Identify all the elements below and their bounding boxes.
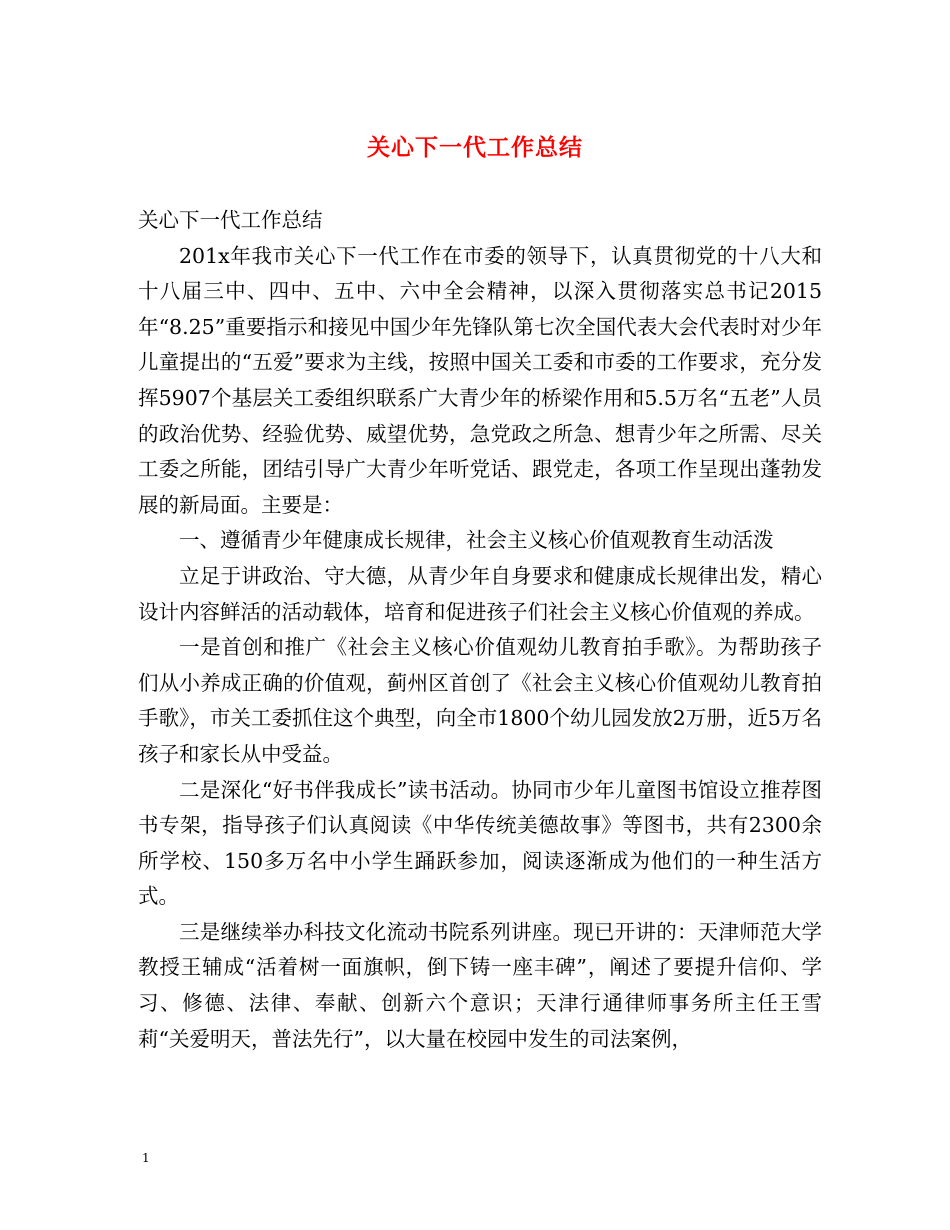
paragraph-item-three: 三是继续举办科技文化流动书院系列讲座。现已开讲的：天津师范大学教授王辅成“活着树一面旗帜，倒下铸一座丰碑”，阐述了要提升信仰、学习、修德、法律、奉献、创新六个意识；天津行通律师事务所主任王雪莉“关爱明天，普法先行”，以大量在校园中发生的司法案例， <box>138 919 822 1051</box>
section-heading-one: 一、遵循青少年健康成长规律，社会主义核心价值观教育生动活泼 <box>179 528 774 553</box>
paragraph-section-one: 立足于讲政治、守大德，从青少年自身要求和健康成长规律出发，精心设计内容鲜活的活动载体，培育和促进孩子们社会主义核心价值观的养成。 <box>138 563 822 624</box>
paragraph-heading: 关心下一代工作总结 <box>138 208 323 232</box>
page-number: 1 <box>142 1151 150 1165</box>
paragraph-item-one: 一是首创和推广《社会主义核心价值观幼儿教育拍手歌》。为帮助孩子们从小养成正确的价值观，蓟州区首创了《社会主义核心价值观幼儿教育拍手歌》，市关工委抓住这个典型，向全市1800个幼儿园发放2万册，近5万名孩子和家长从中受益。 <box>138 635 822 766</box>
document-title: 关心下一代工作总结 <box>367 134 583 161</box>
paragraph-item-two: 二是深化“好书伴我成长”读书活动。协同市少年儿童图书馆设立推荐图书专架，指导孩子们认真阅读《中华传统美德故事》等图书，共有2300余所学校、150多万名中小学生踊跃参加，阅读逐渐成为他们的一种生活方式。 <box>138 777 822 909</box>
document-body <box>138 203 822 1057</box>
paragraph-intro: 201x年我市关心下一代工作在市委的领导下，认真贯彻党的十八大和十八届三中、四中、五中、六中全会精神，以深入贯彻落实总书记2015年“8.25”重要指示和接见中国少年先锋队第七次全国代表大会代表时对少年儿童提出的“五爱”要求为主线，按照中国关工委和市委的工作要求，充分发挥5907个基层关工委组织联系广大青少年的桥梁作用和5.5万名“五老”人员的政治优势、经验优势、威望优势，急党政之所急、想青少年之所需、尽关工委之所能，团结引导广大青少年听党话、跟党走，各项工作呈现出蓬勃发展的新局面。主要是： <box>138 243 822 517</box>
